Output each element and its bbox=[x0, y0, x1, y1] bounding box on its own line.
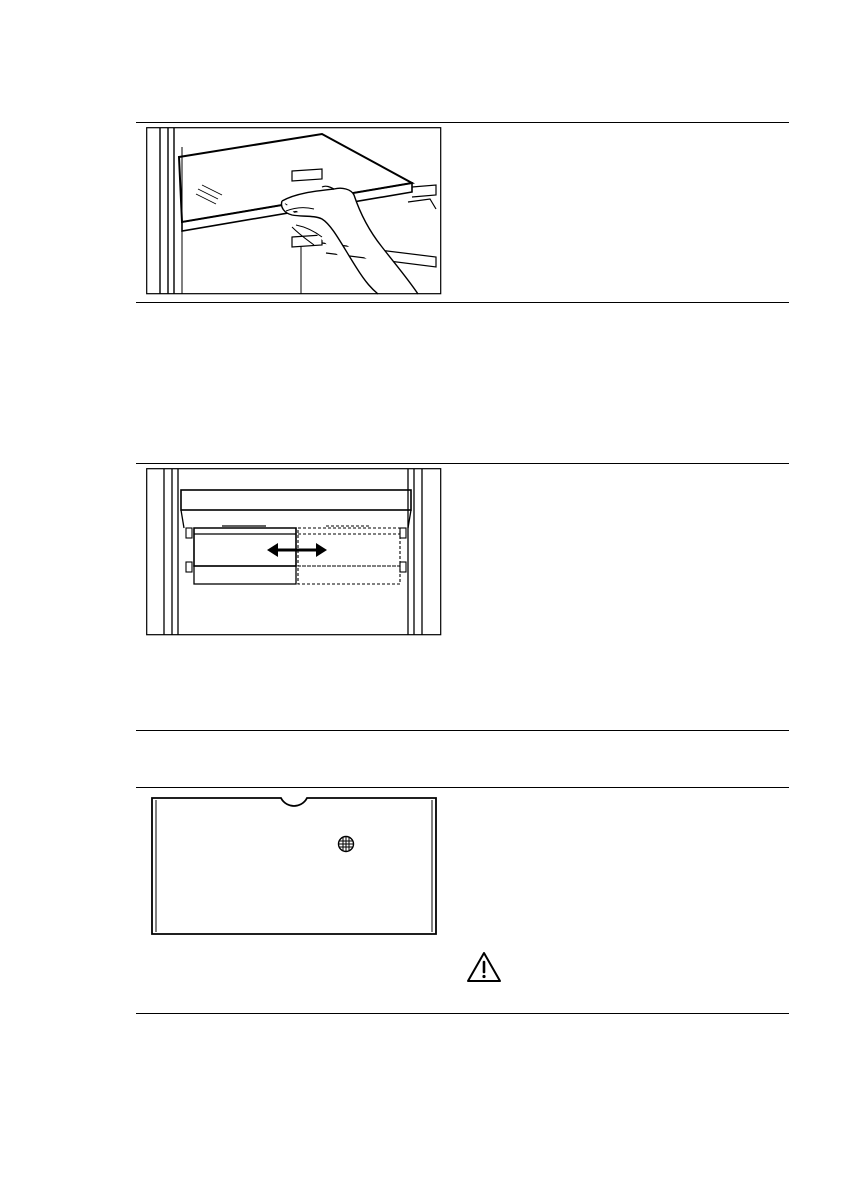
cover-panel-illustration bbox=[148, 794, 440, 938]
rule-bottom-section-3 bbox=[136, 1013, 789, 1014]
rule-top-section-2 bbox=[136, 463, 789, 464]
rule-top-section-3b bbox=[136, 787, 789, 788]
rule-top-section-3a bbox=[136, 730, 789, 731]
sliding-drawer-illustration bbox=[146, 468, 442, 636]
shelf-removal-illustration bbox=[146, 127, 442, 295]
double-headed-arrow-icon bbox=[267, 541, 327, 559]
rule-top-section-1 bbox=[136, 122, 789, 123]
grid-circle-icon bbox=[337, 835, 355, 853]
rule-bottom-section-1 bbox=[136, 302, 789, 303]
warning-triangle-icon bbox=[466, 951, 502, 988]
